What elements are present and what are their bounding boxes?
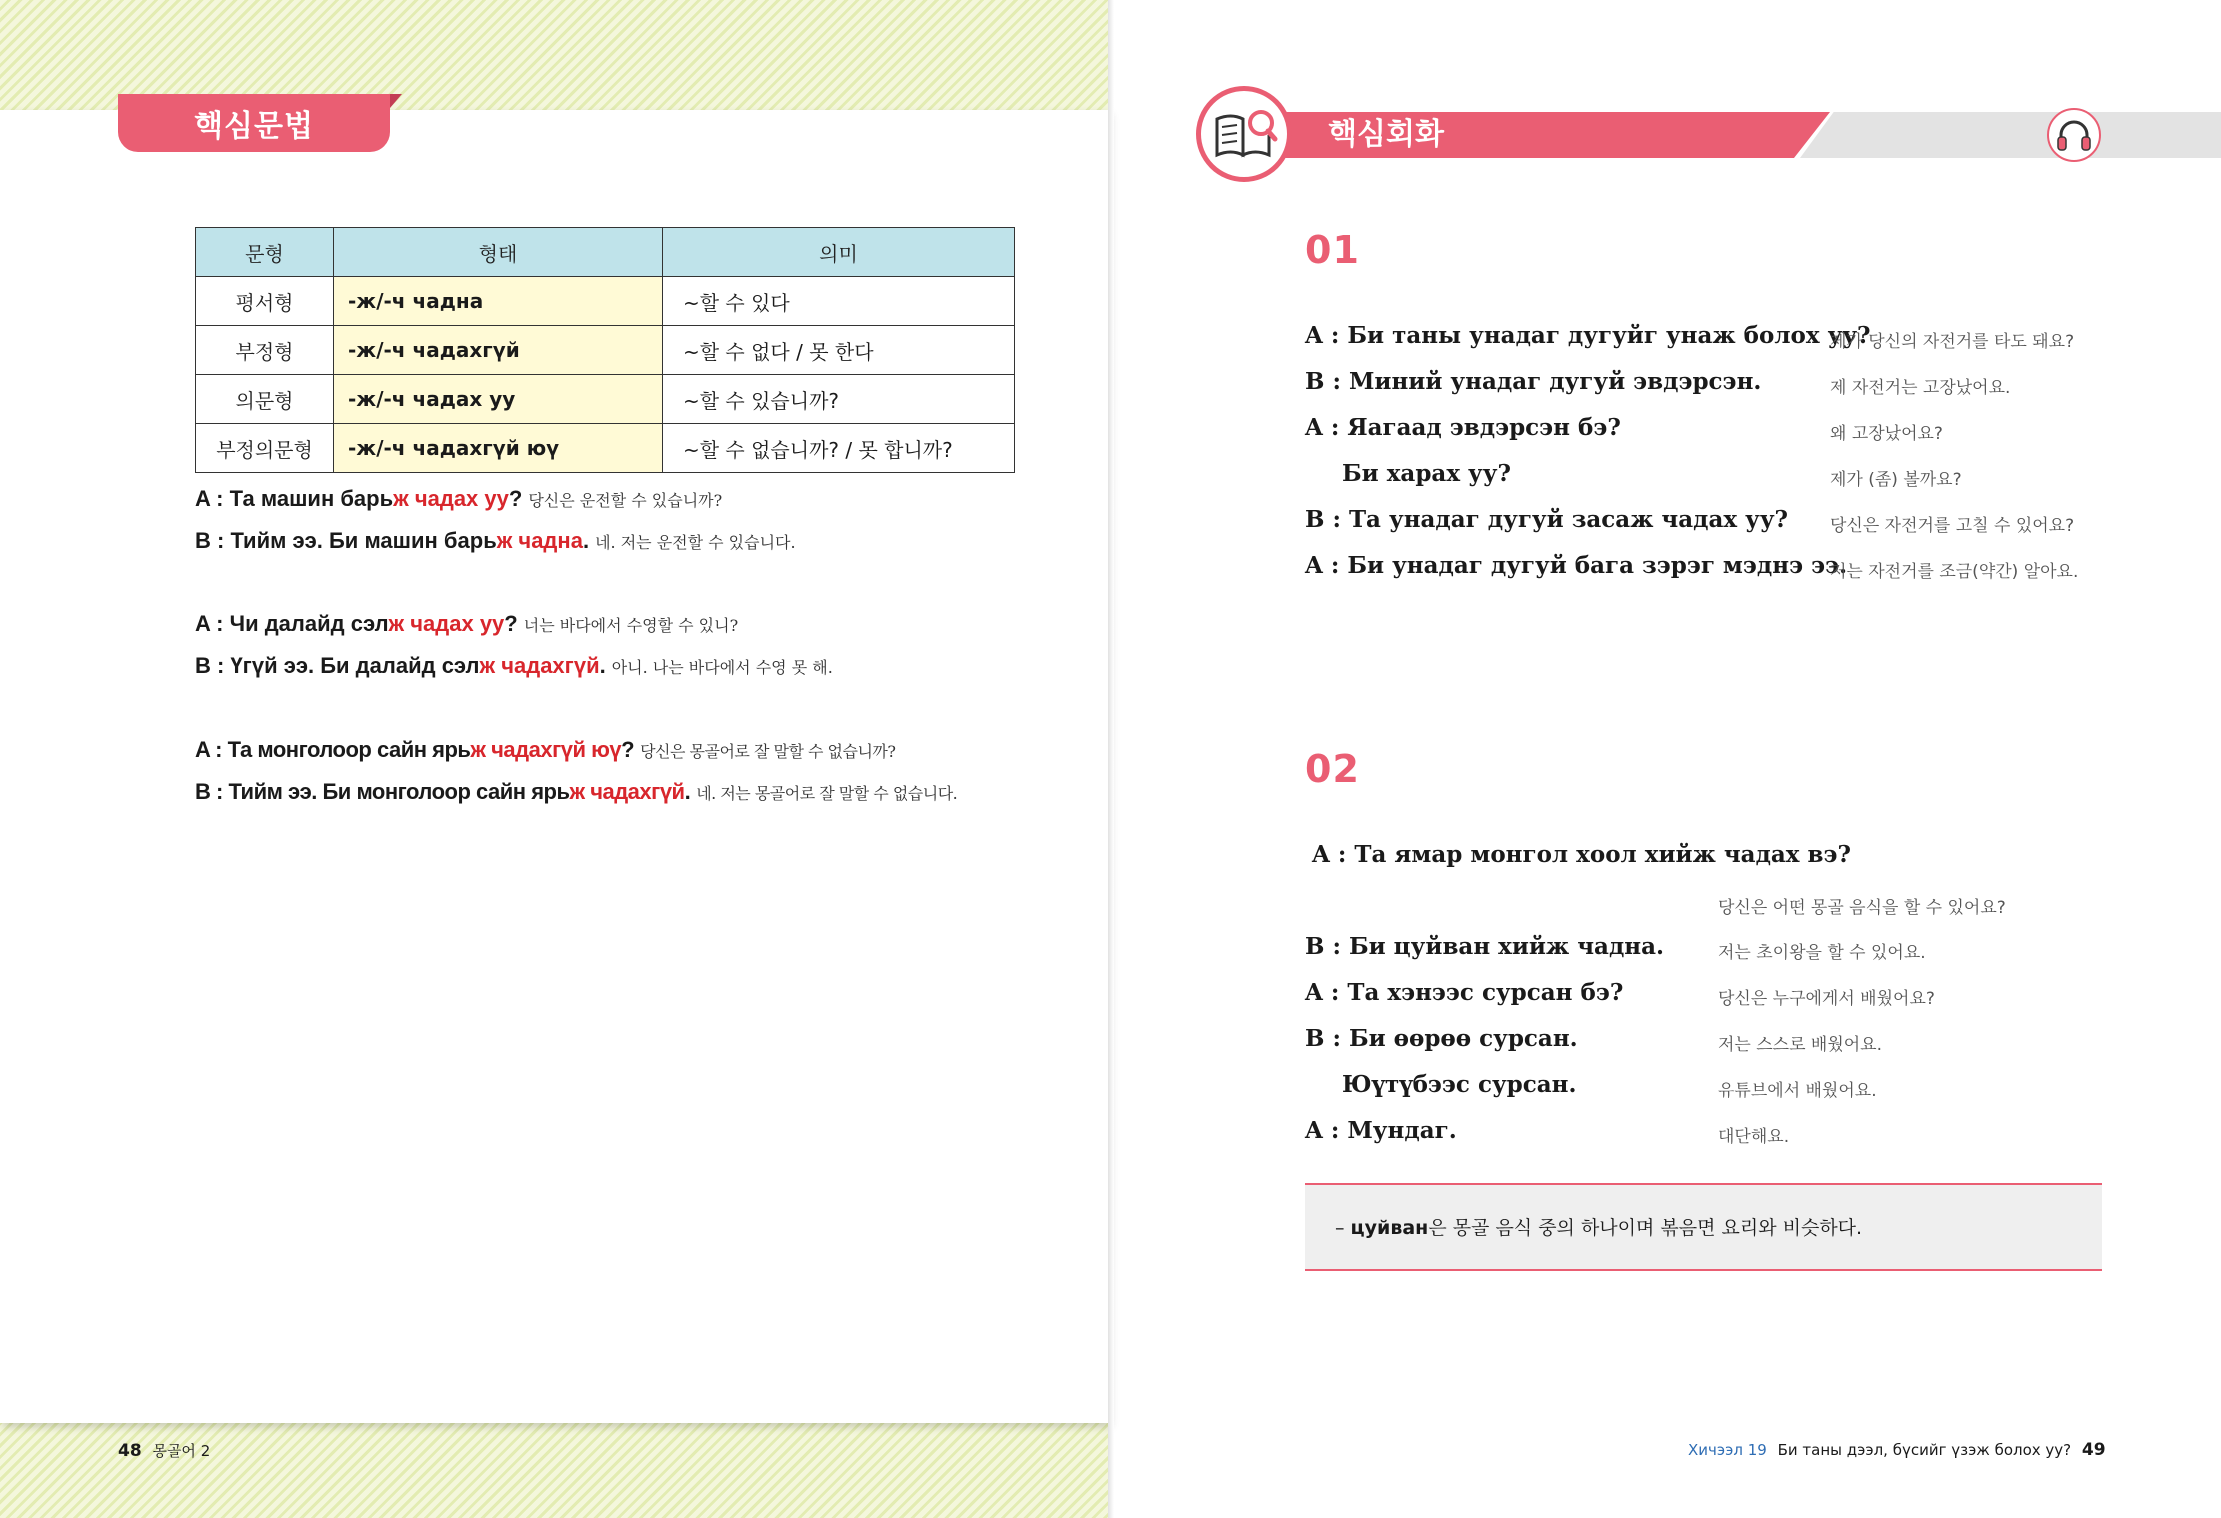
example-line (195, 653, 833, 679)
table-row (196, 326, 1015, 375)
note-description: 은 몽골 음식 중의 하나이며 볶음면 요리와 비슷하다. (1428, 1217, 1863, 1239)
example-highlight: ж чадахгүй (569, 779, 685, 804)
dialogue-line: B : Миний унадаг дугуй эвдэрсэн. (1305, 368, 1762, 395)
example-punct: . (599, 653, 606, 678)
table-cell-meaning: ~할 수 있다 (663, 277, 1015, 326)
table-header-row (196, 228, 1015, 277)
dialogue-line: A : Та хэнээс сурсан бэ? (1305, 979, 1624, 1006)
table-header-meaning: 의미 (663, 228, 1015, 277)
table-cell-type: 평서형 (196, 277, 334, 326)
example-translation: 네. 저는 운전할 수 있습니다. (595, 533, 796, 552)
table-cell-type: 부정의문형 (196, 424, 334, 473)
example-punct: . (684, 779, 691, 804)
book-title: 몽골어 2 (152, 1442, 211, 1460)
example-translation: 당신은 몽골어로 잘 말할 수 없습니까? (640, 742, 896, 761)
dialogue-translation: 왜 고장났어요? (1830, 424, 1943, 444)
example-text: A : Та монголоор сайн ярь (195, 737, 471, 762)
dialogue-translation: 당신은 누구에게서 배웠어요? (1718, 989, 1935, 1009)
dialogue-line: Юүтүбээс сурсан. (1342, 1071, 1577, 1098)
example-text: A : Чи далайд сэл (195, 611, 389, 636)
dialogue-line: B : Та унадаг дугуй засаж чадах уу? (1305, 506, 1789, 533)
dialogue-line: A : Би таны унадаг дугуйг унаж болох уу? (1305, 322, 1871, 349)
table-cell-meaning: ~할 수 없다 / 못 한다 (663, 326, 1015, 375)
grammar-tab (118, 94, 390, 152)
dialogue-line: A : Та ямар монгол хоол хийж чадах вэ? (1312, 841, 1851, 868)
left-footer (118, 1440, 210, 1461)
example-highlight: ж чадах уу (393, 486, 509, 511)
book-magnifier-icon (1196, 86, 1292, 182)
conversation-banner (1230, 112, 1830, 158)
example-highlight: ж чадахгүй (479, 653, 600, 678)
table-cell-form: -ж/-ч чадна (334, 277, 663, 326)
grammar-table (195, 227, 1015, 473)
example-line (195, 528, 796, 554)
dialogue-translation: 당신은 어떤 몽골 음식을 할 수 있어요? (1718, 898, 2006, 918)
grammar-tab-title: 핵심문법 (194, 109, 314, 144)
table-row (196, 277, 1015, 326)
table-header-type: 문형 (196, 228, 334, 277)
example-punct: ? (621, 737, 635, 762)
table-row (196, 375, 1015, 424)
example-translation: 네. 저는 몽골어로 잘 말할 수 없습니다. (696, 784, 958, 803)
table-header-form: 형태 (334, 228, 663, 277)
example-line (195, 779, 957, 805)
dialogue-line: A : Яагаад эвдэрсэн бэ? (1305, 414, 1621, 441)
example-text: B : Тийм ээ. Би монголоор сайн ярь (195, 779, 570, 804)
table-cell-meaning: ~할 수 없습니까? / 못 합니까? (663, 424, 1015, 473)
table-cell-type: 부정형 (196, 326, 334, 375)
table-cell-form: -ж/-ч чадахгүй юү (334, 424, 663, 473)
dialogue-line: A : Би унадаг дугуй бага зэрэг мэднэ ээ. (1305, 552, 1848, 579)
example-translation: 당신은 운전할 수 있습니까? (528, 491, 723, 510)
headphones-icon[interactable] (2047, 108, 2101, 162)
right-footer (1688, 1440, 2106, 1460)
example-translation: 아니. 나는 바다에서 수영 못 해. (611, 658, 833, 677)
dialogue-line: B : Би өөрөө сурсан. (1305, 1025, 1578, 1052)
banner-grey-stripe (1800, 112, 2221, 158)
dialogue-translation: 저는 초이왕을 할 수 있어요. (1718, 943, 1926, 963)
example-line (195, 486, 722, 512)
example-text: A : Та машин барь (195, 486, 394, 511)
example-highlight: ж чадахгүй юү (470, 737, 622, 762)
dialogue-line: B : Би цуйван хийж чадна. (1305, 933, 1665, 960)
example-line (195, 737, 895, 763)
table-cell-type: 의문형 (196, 375, 334, 424)
page-number-left: 48 (118, 1441, 142, 1461)
dialogue-line: Би харах уу? (1342, 460, 1511, 487)
example-punct: ? (504, 611, 518, 636)
example-highlight: ж чадах уу (388, 611, 505, 636)
example-text: B : Үгүй ээ. Би далайд сэл (195, 653, 480, 678)
tab-fold-decoration (390, 94, 402, 108)
dialogue-translation: 대단해요. (1718, 1127, 1790, 1147)
example-translation: 너는 바다에서 수영할 수 있니? (523, 616, 739, 635)
example-text: B : Тийм ээ. Би машин барь (195, 528, 497, 553)
example-highlight: ж чадна (496, 528, 583, 553)
note-text (1335, 1213, 1862, 1240)
table-cell-form: -ж/-ч чадах уу (334, 375, 663, 424)
table-row (196, 424, 1015, 473)
conversation-banner-title: 핵심회화 (1328, 117, 1444, 152)
dialogue-translation: 당신은 자전거를 고칠 수 있어요? (1830, 516, 2075, 536)
dialogue-translation: 제가 (좀) 볼까요? (1830, 470, 1962, 490)
example-line (195, 611, 738, 637)
dialogue-translation: 제 자전거는 고장났어요. (1830, 378, 2011, 398)
note-dash: – (1335, 1217, 1345, 1239)
note-term: цуйван (1350, 1217, 1429, 1239)
dialogue-translation: 저는 스스로 배웠어요. (1718, 1035, 1883, 1055)
example-punct: . (582, 528, 590, 553)
dialogue-line: A : Мундаг. (1305, 1117, 1457, 1144)
dialogue-translation: 유튜브에서 배웠어요. (1718, 1081, 1877, 1101)
example-punct: ? (508, 486, 523, 511)
dialogue-translation: 저는 자전거를 조금(약간) 알아요. (1830, 562, 2079, 582)
table-cell-meaning: ~할 수 있습니까? (663, 375, 1015, 424)
dialogue-translation: 제가 당신의 자전거를 타도 돼요? (1830, 332, 2075, 352)
note-box (1305, 1183, 2102, 1271)
section-number-1: 01 (1305, 228, 1360, 272)
book-spine (1108, 0, 1114, 1518)
section-number-2: 02 (1305, 747, 1360, 791)
table-cell-form: -ж/-ч чадахгүй (334, 326, 663, 375)
page-number-right: 49 (2081, 1440, 2106, 1460)
lesson-title: Би таны дээл, бүсийг үзэж болох уу? (1777, 1441, 2072, 1459)
lesson-label: Хичээл 19 (1688, 1441, 1767, 1459)
